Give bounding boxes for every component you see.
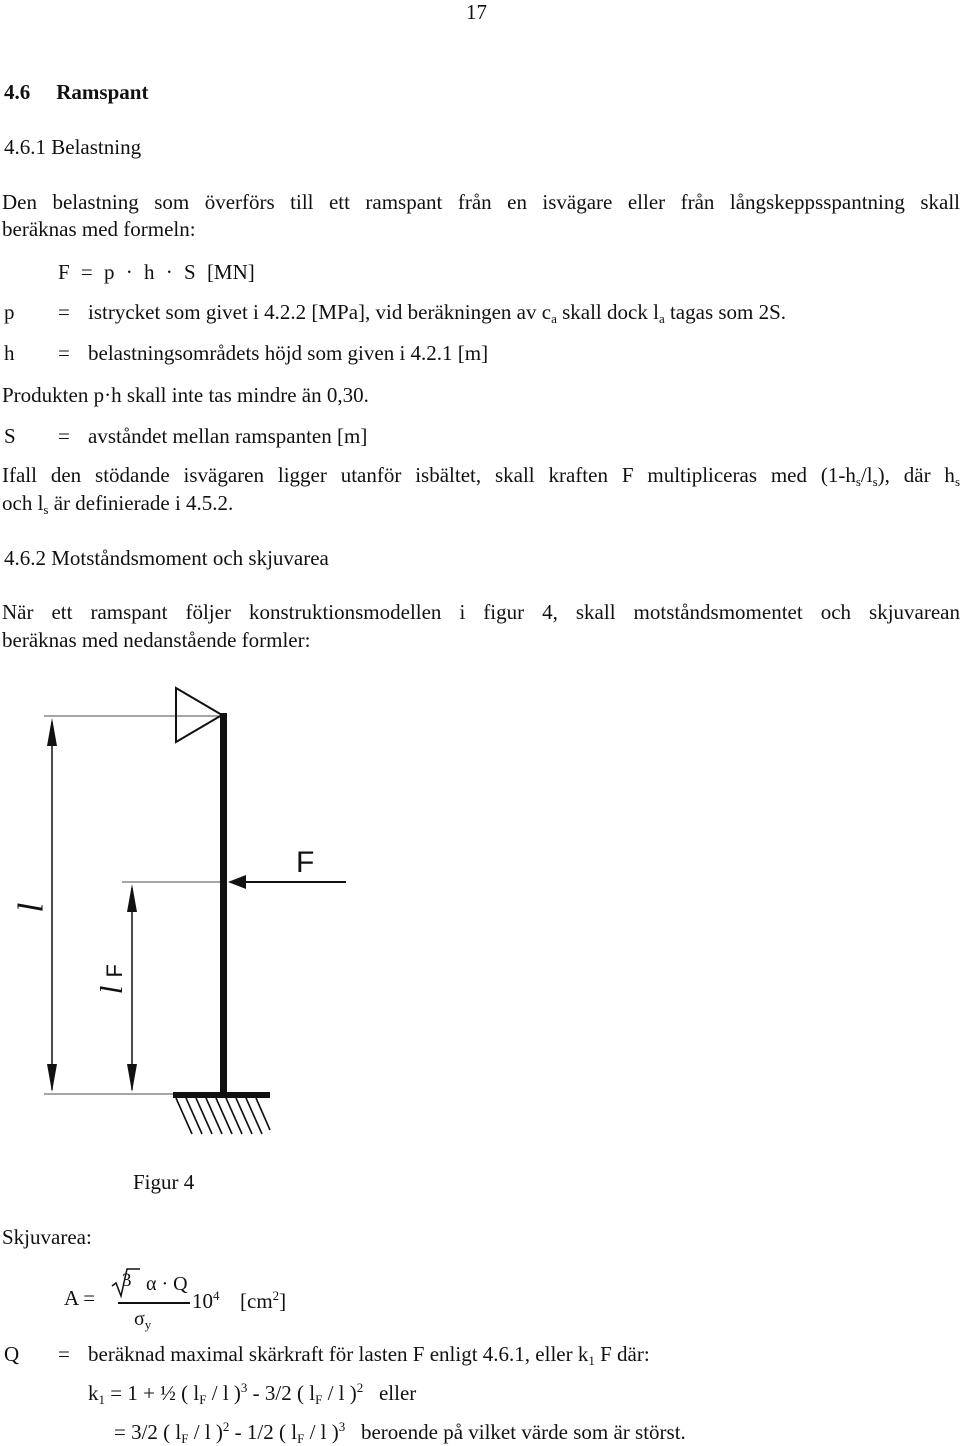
text: = 1 + ½ ( l — [105, 1381, 200, 1405]
figure-l-label: l — [10, 902, 51, 913]
text: / l ) — [188, 1420, 223, 1444]
subscript: a — [551, 311, 557, 326]
intro-line-1: Den belastning som överförs till ett ramspant från en isvägare eller från långskeppsspantning skall — [2, 190, 960, 214]
text: / l ) — [322, 1381, 357, 1405]
formula-A-root: 3 — [122, 1270, 132, 1291]
subscript: F — [315, 1392, 323, 1407]
definition-Q-text — [88, 1342, 650, 1367]
symbol-h: h — [4, 341, 15, 365]
nar-line-1: När ett ramspant följer konstruktionsmodellen i figur 4, skall motståndsmomentet och skjuvarean — [2, 600, 960, 624]
section-title: Ramspant — [56, 80, 149, 104]
text: / l ) — [304, 1420, 339, 1444]
superscript: 4 — [213, 1288, 220, 1303]
subsection-title: Motståndsmoment och skjuvarea — [51, 546, 329, 570]
text: och l — [2, 491, 44, 515]
subscript: 1 — [588, 1353, 595, 1368]
fixed-support-hatching — [176, 1098, 270, 1134]
text: - 3/2 ( l — [247, 1381, 316, 1405]
skjuvarea-label: Skjuvarea: — [2, 1225, 92, 1249]
formula-A-numerator: α · Q — [146, 1273, 188, 1295]
text: l — [92, 985, 129, 995]
formula-A-lhs: A = — [64, 1286, 96, 1310]
fraction-bar — [118, 1302, 190, 1304]
text: [cm — [240, 1289, 273, 1313]
text: - 1/2 ( l — [229, 1420, 298, 1444]
base-plate — [173, 1092, 270, 1098]
definition-h-text: belastningsområdets höjd som given i 4.2.1 [m] — [88, 341, 489, 365]
formula-A-unit — [240, 1289, 286, 1314]
nar-line-2: beräknas med nedanstående formler: — [2, 628, 311, 652]
page-number: 17 — [466, 0, 487, 24]
definition-S-text: avståndet mellan ramspanten [m] — [88, 424, 368, 448]
subscript: s — [954, 474, 960, 489]
pin-support — [176, 688, 222, 742]
text: 10 — [192, 1289, 213, 1313]
text: σ — [134, 1308, 145, 1330]
section-number: 4.6 — [4, 80, 31, 104]
dim-lF-arrow-top — [127, 884, 137, 912]
subscript: F — [181, 1431, 189, 1446]
text: istrycket som givet i 4.2.2 [MPa], vid beräkningen av c — [88, 300, 552, 324]
formula-k1-alt — [114, 1420, 686, 1445]
figure-caption: Figur 4 — [133, 1170, 195, 1194]
subscript: s — [855, 474, 861, 489]
subscript: y — [144, 1317, 152, 1332]
text: = 3/2 ( l — [114, 1420, 182, 1444]
superscript: 3 — [240, 1380, 248, 1395]
superscript: 3 — [338, 1419, 346, 1434]
text: F där: — [594, 1342, 650, 1366]
formula-force: F = p · h · S [MN] — [58, 260, 255, 284]
text: ] — [279, 1289, 287, 1313]
formula-k1 — [88, 1381, 416, 1406]
symbol-Q: Q — [4, 1342, 20, 1366]
frame-column — [220, 713, 227, 1095]
formula-A-factor — [192, 1289, 220, 1314]
product-note: Produkten p·h skall inte tas mindre än 0,30. — [2, 383, 369, 407]
text: beräknad maximal skärkraft för lasten F enligt 4.6.1, eller k — [88, 1342, 589, 1366]
definition-S-eq: = — [58, 424, 70, 448]
subscript: F — [199, 1392, 207, 1407]
subsection-number: 4.6.2 — [4, 546, 46, 570]
figure-force-label: F — [296, 846, 315, 879]
formula-A-denominator — [134, 1307, 151, 1331]
subsection-title: Belastning — [51, 135, 142, 159]
definition-p-eq: = — [58, 300, 70, 324]
text: Ifall den stödande isvägaren ligger utanför isbältet, skall kraften F multipliceras med (1-h — [2, 463, 856, 487]
text: k — [88, 1381, 99, 1405]
text: / l ) — [206, 1381, 241, 1405]
figure-lF-label — [92, 964, 130, 994]
text: skall dock l — [556, 300, 659, 324]
subscript: 1 — [98, 1392, 105, 1407]
dim-l-arrow-bottom — [47, 1064, 57, 1092]
superscript: 2 — [272, 1288, 280, 1303]
intro-line-2: beräknas med formeln: — [2, 217, 196, 241]
text: tagas som 2S. — [664, 300, 787, 324]
subscript: s — [43, 502, 49, 517]
subscript: a — [658, 311, 665, 326]
text: ), där h — [877, 463, 955, 487]
superscript: 2 — [222, 1419, 230, 1434]
text: är definierade i 4.5.2. — [48, 491, 234, 515]
text: beroende på vilket värde som är störst. — [345, 1420, 686, 1444]
subscript: F — [297, 1431, 305, 1446]
definition-Q-eq: = — [58, 1342, 70, 1366]
symbol-p: p — [4, 300, 15, 324]
subscript: F — [101, 964, 127, 978]
text: /l — [860, 463, 873, 487]
dim-l-arrow-top — [47, 718, 57, 746]
dim-lF-arrow-bottom — [127, 1064, 137, 1092]
symbol-S: S — [4, 424, 16, 448]
subsection-number: 4.6.1 — [4, 135, 46, 159]
superscript: 2 — [356, 1380, 364, 1395]
subscript: s — [872, 474, 878, 489]
force-arrowhead — [228, 875, 246, 889]
definition-h-eq: = — [58, 341, 70, 365]
text: eller — [363, 1381, 417, 1405]
